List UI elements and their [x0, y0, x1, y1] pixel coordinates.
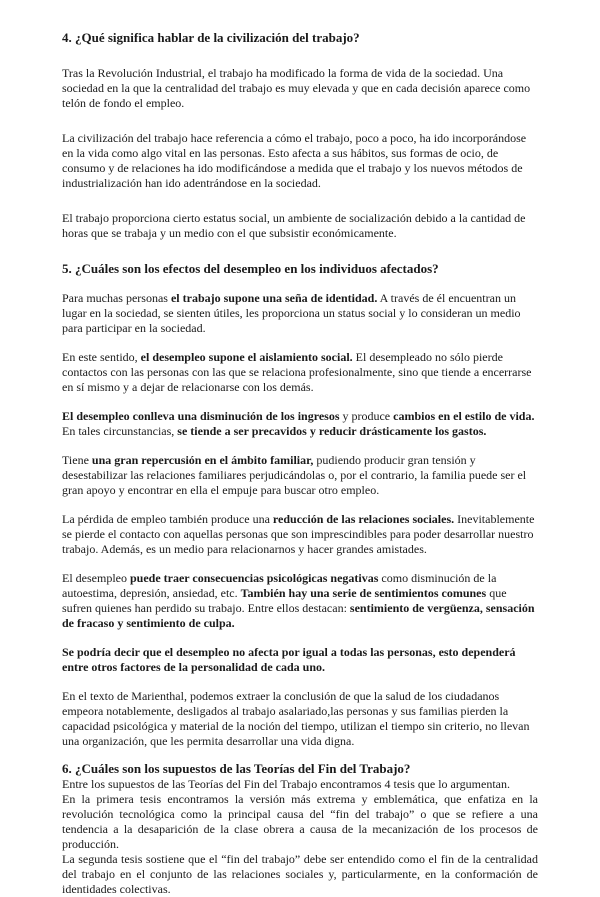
bold-text: una gran repercusión en el ámbito familiar,: [91, 453, 314, 467]
paragraph: [62, 66, 538, 111]
paragraph: [62, 689, 538, 749]
section-heading: 4. ¿Qué significa hablar de la civilización del trabajo?: [62, 30, 360, 45]
bold-text: cambios en el estilo de vida.: [393, 409, 535, 423]
text-run: pudiendo producir gran tensión y desestabilizar las relaciones familiares perjudicándolas o, por el contrario, la familia puede ser el gran apoyo y encontrar en ella el empuje para buscar otro empleo.: [62, 453, 527, 497]
bold-text: el trabajo supone una seña de identidad.: [170, 291, 378, 305]
paragraph: [62, 350, 538, 395]
text-run: La pérdida de empleo también produce una: [62, 512, 273, 526]
text-run: Entre los supuestos de las Teorías del Fin del Trabajo encontramos 4 tesis que lo argumentan.: [62, 777, 510, 791]
text-run: Inevitablemente se pierde el contacto con aquellas personas que son imprescindibles para poder desarrollar nuestro trabajo. Además, es un medio para relacionarnos y hacer grandes amistades.: [62, 512, 535, 556]
paragraph: [62, 645, 538, 675]
bold-text: También hay una serie de sentimientos comunes: [240, 586, 487, 600]
text-run: En la primera tesis encontramos la versión más extrema y emblemática, que enfatiza en la revolución tecnológica como la principal causa del “fin del trabajo” o que se refiere a una tendencia a la desaparición de la clase obrera a causa de la mecanización de los procesos de producción.: [62, 792, 538, 851]
bold-text: sentimiento de vergüenza, sensación de fracaso y sentimiento de culpa.: [62, 601, 535, 630]
text-run: Tras la Revolución Industrial, el trabajo ha modificado la forma de vida de la sociedad. Una sociedad en la que la centralidad del trabajo es muy elevada y que en cada decisión aparece como telón de fondo el empleo.: [62, 66, 531, 110]
text-run: En el texto de Marienthal, podemos extraer la conclusión de que la salud de los ciudadanos empeora notablemente, desligados al trabajo asalariado,las personas y sus familias pierden la capacidad psicológica y material de la noción del tiempo, utilizan el tiempo sin criterio, no llevan una organización, que les permita desarrollar una vida digna.: [62, 689, 530, 748]
paragraph: [62, 291, 538, 336]
bold-text: se tiende a ser precavidos y reducir drásticamente los gastos.: [177, 424, 487, 438]
text-run: En tales circunstancias,: [62, 424, 178, 438]
text-run: A través de él encuentran un lugar en la sociedad, se sienten útiles, les proporciona un status social y lo consideran un medio para participar en la sociedad.: [62, 291, 521, 335]
text-run: La civilización del trabajo hace referencia a cómo el trabajo, poco a poco, ha ido incorporándose en la vida como algo vital en las personas. Esto afecta a sus hábitos, sus formas de ocio, de consumo y de relaciones ha ido modificándose a medida que el trabajo y los nuevos métodos de industrialización han ido adentrándose en la sociedad.: [62, 131, 527, 190]
paragraph: [62, 211, 538, 241]
text-run: Para muchas personas: [62, 291, 171, 305]
paragraph: [62, 571, 538, 631]
text-run: El desempleado no sólo pierde contactos con las personas con las que se relaciona profesionalmente, sino que tiende a encerrarse en sí mismo y a dejar de relacionarse con los demás.: [62, 350, 532, 394]
section-heading: 5. ¿Cuáles son los efectos del desempleo en los individuos afectados?: [62, 261, 439, 276]
text-run: como disminución de la autoestima, depresión, ansiedad, etc.: [62, 571, 497, 600]
bold-text: reducción de las relaciones sociales.: [272, 512, 455, 526]
text-run: que sufren quienes han perdido su trabajo. Entre ellos destacan:: [62, 586, 507, 615]
text-run: El trabajo proporciona cierto estatus social, un ambiente de socialización debido a la cantidad de horas que se trabaja y un medio con el que subsistir económicamente.: [62, 211, 526, 240]
bold-text: El desempleo conlleva una disminución de los ingresos: [62, 409, 340, 423]
bold-text: puede traer consecuencias psicológicas negativas: [129, 571, 379, 585]
text-run: Tiene: [62, 453, 92, 467]
text-run: El desempleo: [62, 571, 130, 585]
paragraph: [62, 512, 538, 557]
paragraph: [62, 453, 538, 498]
bold-text: Se podría decir que el desempleo no afecta por igual a todas las personas, esto dependerá entre otros factores de la personalidad de cada uno.: [62, 645, 516, 674]
paragraph: [62, 852, 538, 897]
text-run: y produce: [339, 409, 394, 423]
paragraph: [62, 777, 538, 792]
section-heading: 6. ¿Cuáles son los supuestos de las Teorías del Fin del Trabajo?: [62, 761, 411, 776]
text-run: En este sentido,: [62, 350, 141, 364]
paragraph: [62, 792, 538, 852]
bold-text: el desempleo supone el aislamiento social.: [140, 350, 353, 364]
paragraph: [62, 131, 538, 191]
paragraph: [62, 409, 538, 439]
text-run: La segunda tesis sostiene que el “fin del trabajo” debe ser entendido como el fin de la centralidad del trabajo en el conjunto de las relaciones sociales y, particularmente, en la conformación de identidades colectivas.: [62, 852, 538, 896]
